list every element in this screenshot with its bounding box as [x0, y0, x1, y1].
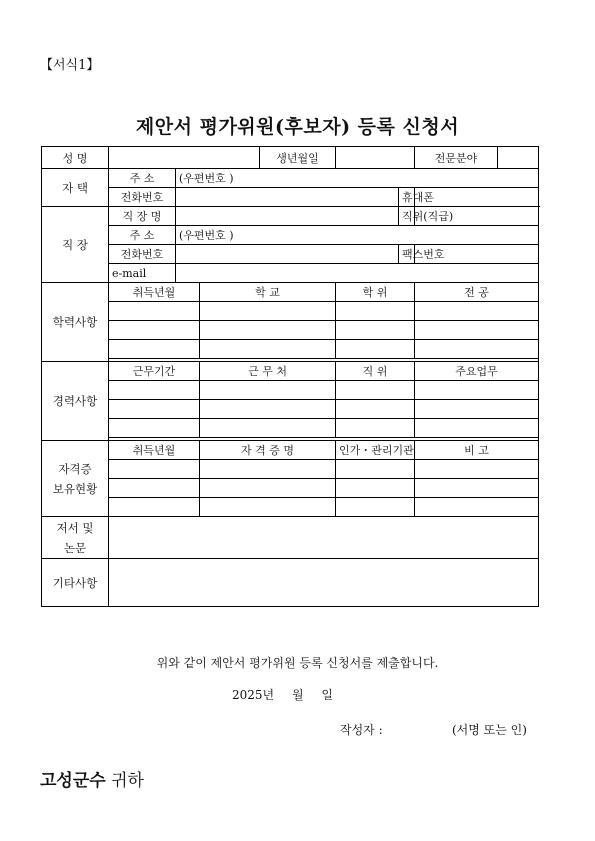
- license-row: [42, 498, 539, 517]
- career-row: [42, 400, 539, 419]
- etc-field[interactable]: [109, 559, 539, 607]
- application-form-table: [41, 146, 539, 607]
- position-label: 직위(직급): [399, 207, 415, 226]
- home-section-label: 자 택: [42, 169, 109, 207]
- addressee-name: 고성군수: [40, 771, 106, 791]
- license-row: [42, 460, 539, 479]
- education-row: [42, 321, 539, 340]
- career-header: 근 무 처: [200, 362, 336, 381]
- license-header: 비 고: [415, 441, 539, 460]
- career-header: 직 위: [336, 362, 415, 381]
- education-header: 학 교: [200, 283, 336, 302]
- career-header: 주요업무: [415, 362, 539, 381]
- email-label: e-mail: [109, 264, 176, 283]
- work-section-label: 직 장: [42, 207, 109, 283]
- license-header: 자 격 증 명: [200, 441, 336, 460]
- education-row: [42, 302, 539, 321]
- career-row: [42, 381, 539, 400]
- work-phone-field[interactable]: [176, 245, 399, 264]
- home-phone-label: 전화번호: [109, 188, 176, 207]
- education-header: 학 위: [336, 283, 415, 302]
- etc-label: 기타사항: [42, 559, 109, 607]
- date-year: 2025년: [232, 688, 275, 702]
- education-header: 취득년월: [109, 283, 200, 302]
- license-header: 취득년월: [109, 441, 200, 460]
- field-label: 전문분야: [434, 151, 478, 165]
- mobile-label: 휴대폰: [399, 188, 415, 207]
- work-address-field[interactable]: (우편번호 ): [176, 226, 539, 245]
- signature-label: (서명 또는 인): [452, 723, 527, 737]
- work-phone-label: 전화번호: [109, 245, 176, 264]
- field-input[interactable]: [497, 147, 538, 168]
- company-field[interactable]: [176, 207, 399, 226]
- career-header: 근무기간: [109, 362, 200, 381]
- home-address-label: 주 소: [109, 169, 176, 188]
- birth-label: 생년월일: [260, 147, 336, 169]
- date-day: 일: [321, 688, 333, 702]
- publications-label: 저서 및 논문: [42, 517, 109, 559]
- license-section-label: 자격증 보유현황: [42, 441, 109, 517]
- name-field[interactable]: [109, 147, 260, 169]
- writer-label: 작성자 :: [340, 723, 383, 737]
- form-number-label: 【서식1】: [40, 58, 100, 73]
- document-title: 제안서 평가위원(후보자) 등록 신청서: [135, 116, 460, 138]
- education-row: [42, 340, 539, 359]
- addressee: [40, 766, 144, 791]
- work-address-label: 주 소: [109, 226, 176, 245]
- name-label: 성 명: [42, 147, 109, 169]
- career-row: [42, 419, 539, 438]
- addressee-suffix: 귀하: [111, 771, 144, 791]
- education-section-label: 학력사항: [42, 283, 109, 362]
- birth-field[interactable]: [336, 147, 415, 169]
- license-header: 인가・관리기관: [336, 441, 415, 460]
- home-address-field[interactable]: (우편번호 ): [176, 169, 539, 188]
- declaration-text: 위와 같이 제안서 평가위원 등록 신청서를 제출합니다.: [156, 656, 439, 670]
- education-header: 전 공: [415, 283, 539, 302]
- fax-label: 팩스번호: [399, 245, 415, 264]
- publications-field[interactable]: [109, 517, 539, 559]
- company-label: 직 장 명: [109, 207, 176, 226]
- date-month: 월: [291, 688, 304, 702]
- home-phone-field[interactable]: [176, 188, 399, 207]
- date-line: [232, 686, 333, 703]
- email-field[interactable]: [176, 264, 539, 283]
- career-section-label: 경력사항: [42, 362, 109, 441]
- license-row: [42, 479, 539, 498]
